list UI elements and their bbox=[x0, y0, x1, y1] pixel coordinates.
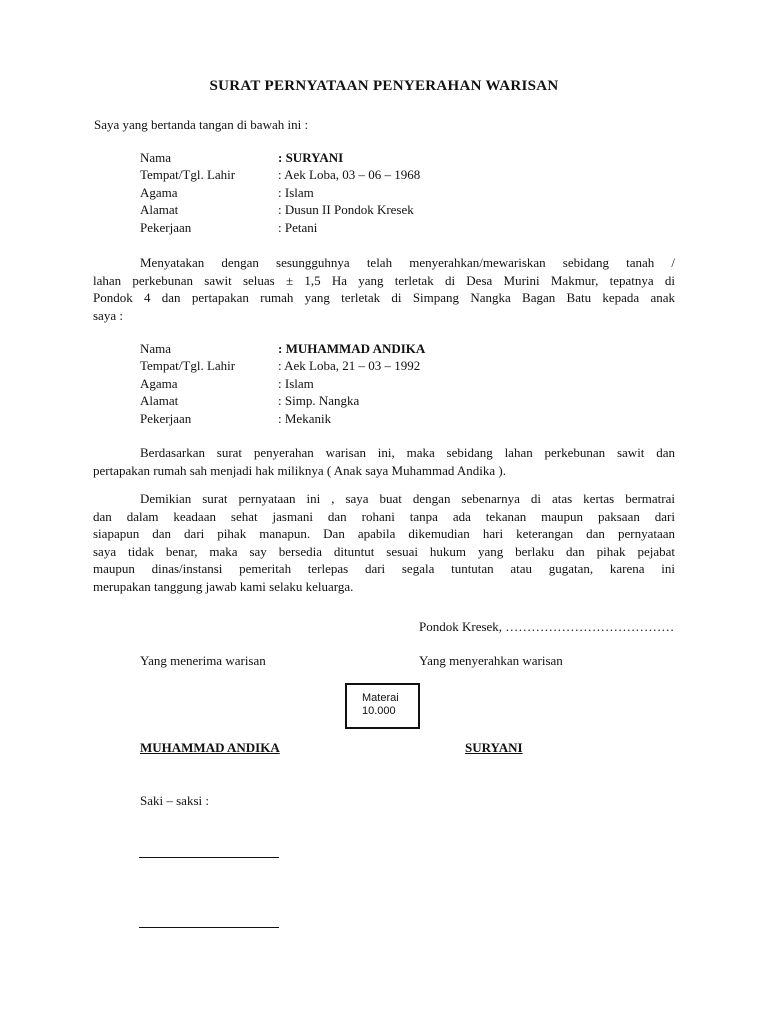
field-label: Pekerjaan bbox=[140, 219, 192, 235]
stamp-label: Materai bbox=[362, 692, 399, 704]
paragraph-line: merupakan tanggung jawab kami selaku keluarga. bbox=[93, 578, 354, 594]
statement-paragraph bbox=[93, 254, 675, 324]
stamp-value: 10.000 bbox=[362, 705, 396, 717]
paragraph-line: Pondok 4 dan pertapakan rumah yang terletak di Simpang Nangka Bagan Batu kepada anak bbox=[93, 290, 675, 305]
receiver-job: : Mekanik bbox=[278, 410, 332, 426]
field-label: Alamat bbox=[140, 393, 179, 409]
materai-stamp bbox=[345, 683, 420, 729]
paragraph-line: Menyatakan dengan sesungguhnya telah menyerahkan/mewariskan sebidang tanah / bbox=[140, 255, 675, 270]
giver-signature-name: SURYANI bbox=[465, 740, 523, 755]
giver-name: : SURYANI bbox=[278, 150, 344, 165]
receiver-birth: : Aek Loba, 21 – 03 – 1992 bbox=[278, 358, 421, 374]
paragraph-line: pertapakan rumah sah menjadi hak miliknya ( Anak saya Muhammad Andika ). bbox=[93, 462, 506, 478]
witness-signature-line-1 bbox=[139, 857, 279, 858]
paragraph-line: lahan perkebunan sawit seluas ± 1,5 Ha yang terletak di Desa Murini Makmur, tepatnya di bbox=[93, 272, 675, 288]
field-label: Nama bbox=[140, 150, 172, 165]
paragraph-line: siapapun dan dari pihak manapun. Dan apabila dikemudian hari keterangan dan pernyataan bbox=[93, 526, 675, 541]
receiver-religion: : Islam bbox=[278, 375, 314, 391]
ownership-paragraph bbox=[93, 444, 675, 479]
witness-signature-line-2 bbox=[139, 927, 279, 928]
field-label: Agama bbox=[140, 184, 178, 200]
place-date: Pondok Kresek, ………………………………… bbox=[419, 619, 675, 634]
giver-address: : Dusun II Pondok Kresek bbox=[278, 202, 414, 218]
paragraph-line: maupun dinas/instansi pemeritah terlepas dari segala tuntutan atau gugatan, karena ini bbox=[93, 561, 675, 576]
giver-religion: : Islam bbox=[278, 184, 314, 200]
field-label: Tempat/Tgl. Lahir bbox=[140, 167, 236, 183]
closing-paragraph bbox=[93, 490, 675, 595]
field-label: Alamat bbox=[140, 202, 179, 218]
paragraph-line: Demikian surat pernyataan ini , saya buat dengan sebenarnya di atas kertas bermatrai bbox=[140, 491, 675, 506]
receiver-name: : MUHAMMAD ANDIKA bbox=[278, 341, 426, 356]
giver-caption: Yang menyerahkan warisan bbox=[419, 653, 563, 668]
field-label: Tempat/Tgl. Lahir bbox=[140, 358, 236, 374]
receiver-signature-name: MUHAMMAD ANDIKA bbox=[140, 740, 280, 755]
paragraph-line: saya : bbox=[93, 307, 123, 323]
intro-text: Saya yang bertanda tangan di bawah ini : bbox=[94, 117, 309, 132]
paragraph-line: Berdasarkan surat penyerahan warisan ini, maka sebidang lahan perkebunan sawit dan bbox=[140, 445, 675, 460]
paragraph-line: saya tidak benar, maka say bersedia dituntut sesuai hukum yang berlaku dan pihak pejabat bbox=[93, 543, 675, 559]
field-label: Pekerjaan bbox=[140, 410, 192, 426]
receiver-address: : Simp. Nangka bbox=[278, 393, 360, 409]
field-label: Nama bbox=[140, 341, 172, 356]
witness-label: Saki – saksi : bbox=[140, 793, 209, 808]
document-title: SURAT PERNYATAAN PENYERAHAN WARISAN bbox=[209, 78, 559, 94]
giver-job: : Petani bbox=[278, 219, 318, 235]
paragraph-line: dan dalam keadaan sehat jasmani dan rohani tanpa ada tekanan maupun paksaan dari bbox=[93, 508, 675, 524]
giver-birth: : Aek Loba, 03 – 06 – 1968 bbox=[278, 167, 421, 183]
receiver-caption: Yang menerima warisan bbox=[140, 653, 266, 668]
field-label: Agama bbox=[140, 375, 178, 391]
